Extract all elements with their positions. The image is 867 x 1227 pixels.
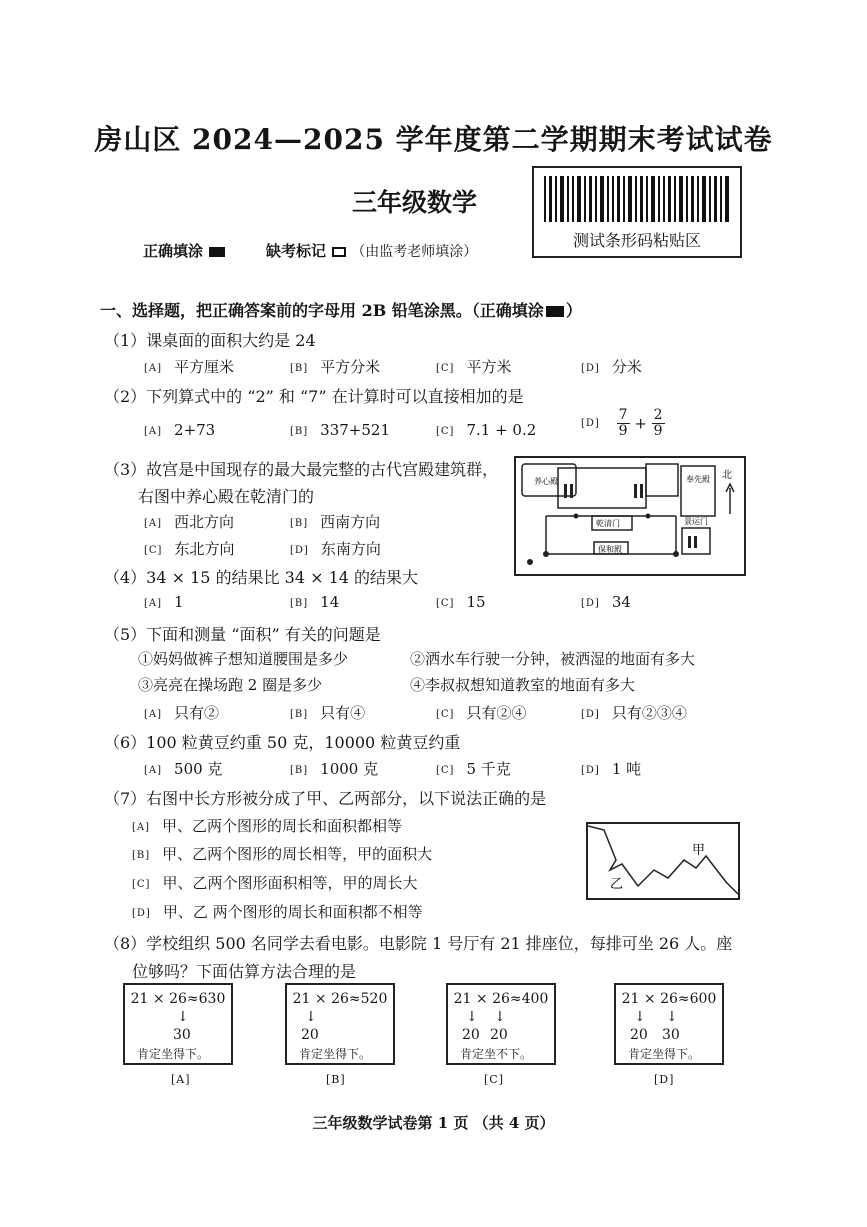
- option-text: 1: [174, 593, 184, 611]
- down-arrow-icon: ↓: [177, 1009, 189, 1025]
- option-letter: [A]: [144, 517, 163, 529]
- option-letter: [B]: [290, 764, 309, 776]
- question-3-stem-line1: （3）故宫是中国现存的最大最完整的古代宫殿建筑群，: [104, 460, 499, 479]
- calc-estimate: 20: [490, 1027, 508, 1043]
- calc-expression: 21 × 26≈630: [130, 991, 226, 1007]
- question-3-stem-line2: 右图中养心殿在乾清门的: [138, 487, 315, 506]
- absent-checkbox[interactable]: [332, 247, 346, 257]
- calc-expression: 21 × 26≈600: [621, 991, 717, 1007]
- absent-mark-legend: [266, 240, 477, 261]
- down-arrow-icon: ↓: [305, 1009, 317, 1025]
- question-4-stem: （4）34 × 15 的结果比 34 × 14 的结果大: [104, 568, 419, 587]
- q3-option-d[interactable]: [290, 538, 381, 559]
- calc-expression: 21 × 26≈520: [292, 991, 388, 1007]
- down-arrow-icon: ↓: [494, 1009, 506, 1025]
- figure-label-yi: 乙: [610, 877, 624, 892]
- denominator: 9: [653, 423, 663, 439]
- rectangle-figure: [586, 822, 740, 900]
- option-text: 1 吨: [611, 760, 642, 778]
- calc-estimate: 20: [462, 1027, 480, 1043]
- denominator: 9: [618, 423, 628, 439]
- subject-title: 三年级数学: [352, 188, 478, 217]
- option-letter: [C]: [436, 764, 455, 776]
- q1-option-c[interactable]: [436, 356, 511, 377]
- option-text: 只有④: [320, 704, 366, 722]
- option-letter: [A]: [144, 362, 163, 374]
- q6-option-d[interactable]: [581, 758, 641, 779]
- q4-option-a[interactable]: [144, 593, 184, 611]
- q7-option-c[interactable]: [132, 872, 417, 893]
- option-text: 甲、乙两个图形的周长相等，甲的面积大: [162, 845, 433, 863]
- q8-option-c-label: [C]: [484, 1073, 504, 1086]
- q3-option-a[interactable]: [144, 511, 234, 532]
- q8-option-a-box[interactable]: [123, 983, 233, 1065]
- option-letter: [A]: [144, 708, 163, 720]
- q5-option-c[interactable]: [436, 702, 526, 723]
- q8-option-a-label: [A]: [171, 1073, 191, 1086]
- map-label-fengxian: 奉先殿: [686, 475, 710, 484]
- fraction-2-9: [652, 408, 665, 439]
- calc-estimate: 20: [630, 1027, 648, 1043]
- q1-option-a[interactable]: [144, 356, 234, 377]
- option-text: 14: [320, 593, 340, 611]
- option-letter: [D]: [581, 764, 600, 776]
- option-letter: [C]: [436, 597, 455, 609]
- filled-mark-icon: [209, 247, 225, 257]
- option-text: 甲、乙 两个图形的周长和面积都不相等: [162, 903, 423, 921]
- option-letter: [D]: [581, 597, 600, 609]
- option-text: 平方米: [466, 358, 512, 376]
- barcode-icon: [544, 176, 730, 222]
- option-letter: [C]: [436, 708, 455, 720]
- q5-option-d[interactable]: [581, 702, 687, 723]
- map-label-jingyun: 景运门: [684, 517, 708, 526]
- palace-map-drawing: [516, 458, 744, 574]
- down-arrow-icon: ↓: [666, 1009, 678, 1025]
- option-text: 5 千克: [466, 760, 511, 778]
- question-6-stem: （6）100 粒黄豆约重 50 克，10000 粒黄豆约重: [104, 733, 461, 752]
- q6-option-a[interactable]: [144, 758, 222, 779]
- question-5-stem: （5）下面和测量 “面积” 有关的问题是: [104, 625, 381, 644]
- calc-estimate: 30: [173, 1027, 191, 1043]
- option-letter: [C]: [144, 544, 163, 556]
- option-letter: [D]: [290, 544, 309, 556]
- option-letter: [A]: [144, 764, 163, 776]
- plus-sign: +: [634, 414, 647, 433]
- q2-option-c[interactable]: [436, 421, 536, 439]
- calc-conclusion: 肯定坐得下。: [137, 1047, 210, 1061]
- calc-estimate: 30: [662, 1027, 680, 1043]
- question-1-stem: （1）课桌面的面积大约是 24: [104, 331, 316, 350]
- map-north-label: 北: [722, 470, 732, 481]
- option-letter: [D]: [132, 907, 151, 919]
- q2-option-d[interactable]: [581, 408, 665, 439]
- option-text: 1000 克: [320, 760, 379, 778]
- q5-option-b[interactable]: [290, 702, 365, 723]
- option-letter: [B]: [290, 597, 309, 609]
- calc-conclusion: 肯定坐不下。: [460, 1047, 533, 1061]
- option-letter: [D]: [581, 418, 600, 429]
- q2-option-a[interactable]: [144, 421, 215, 439]
- q6-option-c[interactable]: [436, 758, 511, 779]
- option-text: 西南方向: [320, 513, 381, 531]
- absent-mark-note: （由监考老师填涂）: [351, 244, 478, 260]
- option-text: 西北方向: [174, 513, 235, 531]
- correct-fill-legend: [143, 240, 225, 261]
- option-letter: [B]: [290, 517, 309, 529]
- option-text: 15: [466, 593, 486, 611]
- map-label-baohe: 保和殿: [598, 545, 622, 554]
- q1-option-d[interactable]: [581, 356, 642, 377]
- q3-option-c[interactable]: [144, 538, 234, 559]
- option-text: 甲、乙两个图形的周长和面积都相等: [162, 817, 403, 835]
- option-letter: [B]: [290, 708, 309, 720]
- q8-option-d-box[interactable]: [614, 983, 724, 1065]
- q6-option-b[interactable]: [290, 758, 378, 779]
- filled-mark-icon: [546, 306, 564, 317]
- section-heading-close: ）: [565, 301, 582, 320]
- option-letter: [B]: [290, 362, 309, 374]
- numerator: 2: [653, 407, 663, 423]
- option-text: 甲、乙两个图形面积相等，甲的周长大: [162, 874, 418, 892]
- absent-mark-label: 缺考标记: [266, 242, 327, 260]
- page-title: 房山区 2024—2025 学年度第二学期期末考试试卷: [94, 123, 773, 156]
- option-letter: [C]: [436, 362, 455, 374]
- option-text: 分米: [611, 358, 642, 376]
- option-text: 东南方向: [320, 540, 381, 558]
- option-letter: [B]: [290, 425, 309, 437]
- calc-estimate: 20: [301, 1027, 319, 1043]
- option-text: 500 克: [174, 760, 223, 778]
- section-heading: [100, 298, 582, 321]
- option-text: 7.1 + 0.2: [466, 421, 537, 439]
- question-7-stem: （7）右图中长方形被分成了甲、乙两部分，以下说法正确的是: [104, 789, 547, 808]
- option-text: 2+73: [174, 421, 216, 439]
- q4-option-d[interactable]: [581, 593, 631, 611]
- figure-label-jia: 甲: [692, 843, 706, 858]
- q8-option-b-label: [B]: [326, 1073, 346, 1086]
- q8-option-c-box[interactable]: [446, 983, 556, 1065]
- fraction-7-9: [617, 408, 630, 439]
- option-letter: [B]: [132, 849, 151, 861]
- numerator: 7: [618, 407, 628, 423]
- down-arrow-icon: ↓: [634, 1009, 646, 1025]
- option-text: 只有②③④: [611, 704, 687, 722]
- q5-item-2: ②洒水车行驶一分钟，被洒湿的地面有多大: [410, 650, 696, 668]
- map-label-yangxin: 养心殿: [534, 477, 558, 486]
- q5-item-1: ①妈妈做裤子想知道腰围是多少: [138, 650, 349, 668]
- option-text: 337+521: [320, 421, 390, 439]
- q7-option-d[interactable]: [132, 901, 423, 922]
- map-label-qianqing: 乾清门: [596, 519, 620, 528]
- q3-option-b[interactable]: [290, 511, 380, 532]
- section-heading-text: 一、选择题，把正确答案前的字母用 2B 铅笔涂黑。（正确填涂: [100, 301, 544, 320]
- palace-map: [514, 456, 746, 576]
- barcode-area: [532, 166, 742, 258]
- option-letter: [D]: [581, 708, 600, 720]
- q4-option-b[interactable]: [290, 593, 339, 611]
- question-2-stem: （2）下列算式中的 “2” 和 “7” 在计算时可以直接相加的是: [104, 387, 524, 406]
- option-letter: [A]: [144, 425, 163, 437]
- q5-item-4: ④李叔叔想知道教室的地面有多大: [410, 676, 636, 694]
- option-text: 平方分米: [320, 358, 381, 376]
- option-letter: [A]: [144, 597, 163, 609]
- q5-item-3: ③亮亮在操场跑 2 圈是多少: [138, 676, 323, 694]
- down-arrow-icon: ↓: [466, 1009, 478, 1025]
- calc-conclusion: 肯定坐得下。: [628, 1047, 701, 1061]
- option-letter: [C]: [436, 425, 455, 437]
- rectangle-figure-drawing: [588, 824, 738, 898]
- option-text: 东北方向: [174, 540, 235, 558]
- correct-fill-label: 正确填涂: [143, 242, 204, 260]
- q7-option-a[interactable]: [132, 815, 402, 836]
- option-text: 只有②: [174, 704, 220, 722]
- option-letter: [D]: [581, 362, 600, 374]
- calc-expression: 21 × 26≈400: [453, 991, 549, 1007]
- option-text: 只有②④: [466, 704, 527, 722]
- option-text: 34: [611, 593, 631, 611]
- q8-option-d-label: [D]: [654, 1073, 675, 1086]
- barcode-label: 测试条形码粘贴区: [572, 231, 701, 250]
- option-letter: [C]: [132, 878, 151, 890]
- q4-option-c[interactable]: [436, 593, 486, 611]
- question-8-stem-line1: （8）学校组织 500 名同学去看电影。电影院 1 号厅有 21 排座位，每排可坐 26 人。座: [104, 934, 733, 953]
- question-8-stem-line2: 位够吗？下面估算方法合理的是: [132, 962, 357, 981]
- q2-option-b[interactable]: [290, 421, 390, 439]
- option-text: 平方厘米: [174, 358, 235, 376]
- q8-option-b-box[interactable]: [285, 983, 395, 1065]
- option-letter: [A]: [132, 821, 151, 833]
- page-footer: 三年级数学试卷第 1 页 （共 4 页）: [312, 1114, 555, 1132]
- calc-conclusion: 肯定坐得下。: [299, 1047, 372, 1061]
- q5-option-a[interactable]: [144, 702, 219, 723]
- q1-option-b[interactable]: [290, 356, 380, 377]
- q7-option-b[interactable]: [132, 843, 432, 864]
